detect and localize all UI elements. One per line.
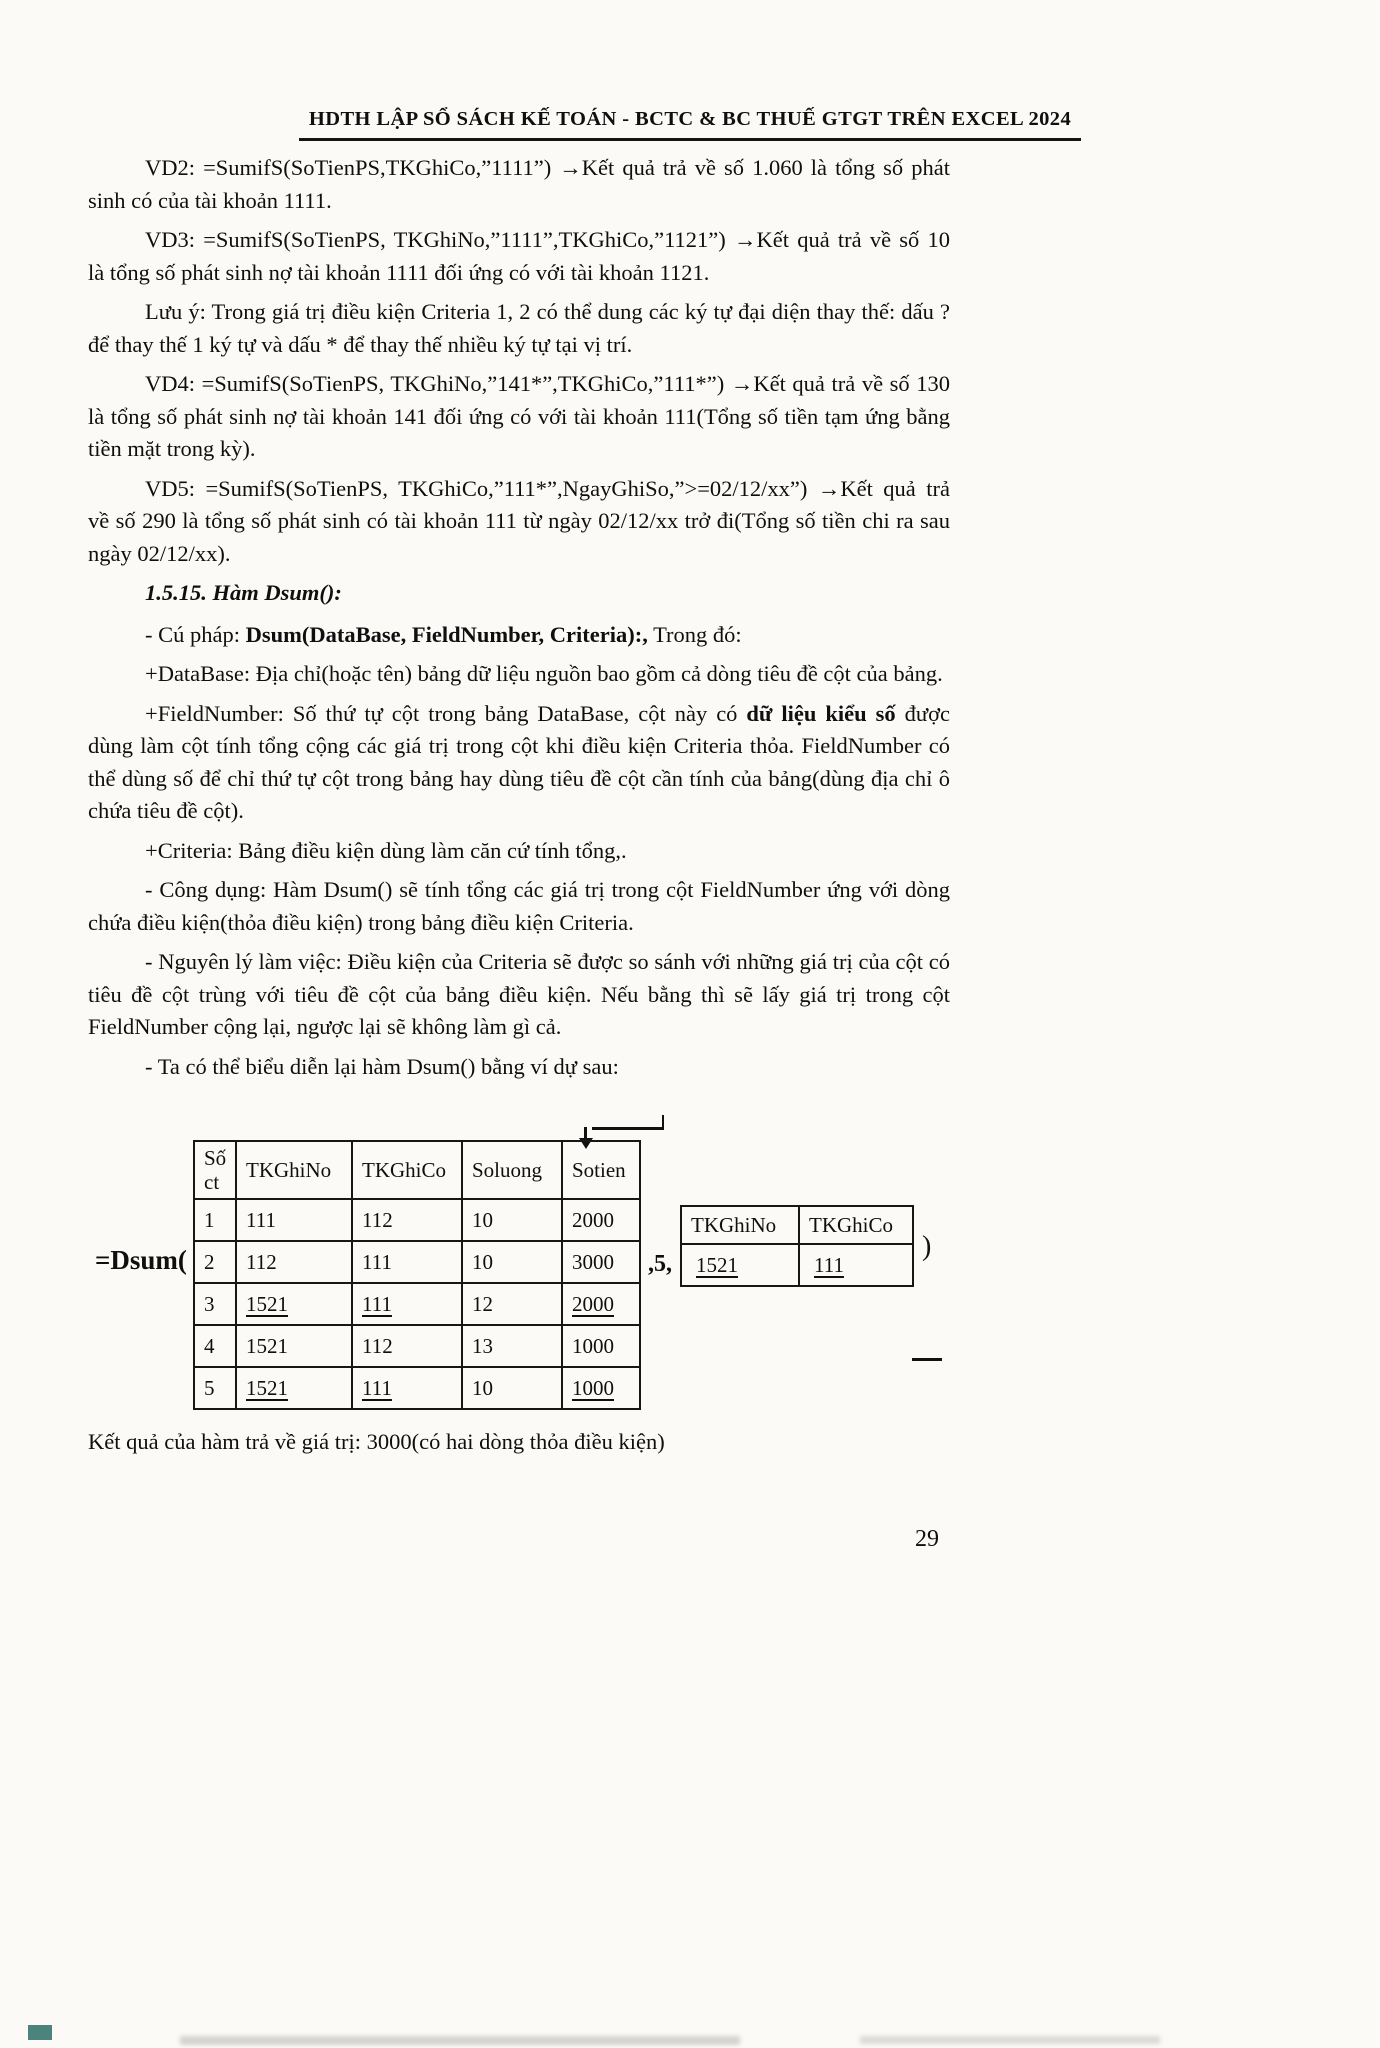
paragraph-vd5 <box>88 473 950 571</box>
text-run: VD4: =SumifS(SoTienPS, TKGhiNo,”141*”,TKGhiCo,”111*”) <box>145 371 731 396</box>
cell: 112 <box>352 1199 462 1241</box>
cell-underlined: 1521 <box>236 1367 352 1409</box>
table-header-row <box>194 1141 640 1199</box>
arrow-glyph: → <box>730 371 754 396</box>
section-heading-dsum: 1.5.15. Hàm Dsum(): <box>145 580 342 605</box>
cell: 4 <box>194 1325 236 1367</box>
cell: 111 <box>236 1199 352 1241</box>
text-run: Kết quả trả về số 10 là tổng số phát sinh nợ tài khoản 1111 đối ứng có với tài khoản 1121. <box>88 227 950 285</box>
criteria-value-row <box>681 1244 913 1286</box>
body-text <box>88 152 950 1090</box>
paragraph-nguyen-ly <box>88 946 950 1044</box>
dsum-example-figure <box>0 1115 1380 1427</box>
text-run: VD5: =SumifS(SoTienPS, TKGhiCo,”111*”,NgayGhiSo,”>=02/12/xx”) <box>145 475 818 501</box>
criteria-col-header-tkghico: TKGhiCo <box>799 1206 913 1244</box>
cell-underlined: 111 <box>352 1283 462 1325</box>
text-run: - Cú pháp: <box>145 621 246 647</box>
table-row <box>194 1325 640 1367</box>
cell: 12 <box>462 1283 562 1325</box>
paragraph-bieu-dien <box>88 1051 950 1084</box>
table-row-matching <box>194 1283 640 1325</box>
text-run-bold: dữ liệu kiểu số <box>746 700 896 726</box>
cell-underlined: 111 <box>799 1244 913 1286</box>
formula-fieldnumber-arg: ,5, <box>648 1251 672 1277</box>
cell-underlined: 1000 <box>562 1367 640 1409</box>
cell-underlined: 2000 <box>562 1283 640 1325</box>
text-run: +FieldNumber: Số thứ tự cột trong bảng DataBase, cột này có <box>145 700 747 726</box>
cell: 5 <box>194 1367 236 1409</box>
cell: 2 <box>194 1241 236 1283</box>
table-row <box>194 1241 640 1283</box>
paragraph-database <box>88 658 950 691</box>
dsum-criteria-table <box>680 1205 914 1287</box>
text-run: Kết quả trả về số 290 là tổng số phát sinh có tài khoản 111 từ ngày 02/12/xx trở đi(Tổng số tiền chi ra sau ngày 02/12/xx). <box>88 475 950 566</box>
arrow-glyph: → <box>734 227 757 252</box>
col-header-soluong: Soluong <box>462 1141 562 1199</box>
col-header-sotien: Sotien <box>562 1141 640 1199</box>
paragraph-cong-dung <box>88 874 950 939</box>
text-run: được dùng làm cột tính tổng cộng các giá trị trong cột khi điều kiện Criteria thỏa. FieldNumber có thể dùng số để chỉ thứ tự cột trong bảng hay dùng tiêu đề cột cần tính của bảng(dùng địa chỉ ô chứa tiêu đề cột). <box>88 700 950 823</box>
cell: 1000 <box>562 1325 640 1367</box>
text-run: +DataBase: Địa chỉ(hoặc tên) bảng dữ liệu nguồn bao gồm cả dòng tiêu đề cột của bảng. <box>145 661 943 686</box>
text-run-bold: Dsum(DataBase, FieldNumber, Criteria):, <box>245 621 648 647</box>
table-row <box>194 1199 640 1241</box>
text-run: +Criteria: Bảng điều kiện dùng làm căn cứ tính tổng,. <box>145 837 627 863</box>
col-header-tkghico: TKGhiCo <box>352 1141 462 1199</box>
dsum-database-table <box>193 1140 641 1410</box>
text-run: VD2: =SumifS(SoTienPS,TKGhiCo,”1111”) <box>145 155 560 180</box>
scan-artifact-teal <box>28 2025 52 2040</box>
criteria-col-header-tkghino: TKGhiNo <box>681 1206 799 1244</box>
cell-underlined: 111 <box>352 1367 462 1409</box>
cell: 10 <box>462 1199 562 1241</box>
page-number: 29 <box>915 1526 939 1552</box>
scan-artifact-smudge <box>180 2036 740 2045</box>
page-header-title: HDTH LẬP SỔ SÁCH KẾ TOÁN - BCTC & BC THUẾ GTGT TRÊN EXCEL 2024 <box>299 108 1081 141</box>
text-run: Lưu ý: Trong giá trị điều kiện Criteria 1, 2 có thể dung các ký tự đại diện thay thế: dấu ? để thay thế 1 ký tự và dấu * để thay thế nhiều ký tự tại vị trí. <box>88 299 950 357</box>
cell: 3 <box>194 1283 236 1325</box>
formula-prefix: =Dsum( <box>95 1245 187 1275</box>
cell: 111 <box>352 1241 462 1283</box>
cell-underlined: 1521 <box>681 1244 799 1286</box>
paragraph-criteria <box>88 835 950 868</box>
connector-line-horizontal <box>592 1127 664 1130</box>
arrow-glyph: → <box>559 155 582 180</box>
paragraph-vd2 <box>88 152 950 217</box>
paragraph-cu-phap <box>88 619 950 652</box>
col-header-so-ct: Số ct <box>194 1141 236 1199</box>
col-header-tkghino: TKGhiNo <box>236 1141 352 1199</box>
text-run: - Nguyên lý làm việc: Điều kiện của Criteria sẽ được so sánh với những giá trị của cột có tiêu đề cột trùng với tiêu đề cột của bảng điều kiện. Nếu bằng thì sẽ lấy giá trị trong cột FieldNumber cộng lại, ngược lại sẽ không làm gì cả. <box>88 949 950 1039</box>
paragraph-luu-y <box>88 296 950 361</box>
text-run: Kết quả trả về số 130 là tổng số phát sinh nợ tài khoản 141 đối ứng có với tài khoản 111(Tổng số tiền tạm ứng bằng tiền mặt trong kỳ). <box>88 371 950 461</box>
paragraph-vd4 <box>88 368 950 466</box>
arrow-glyph: → <box>817 475 841 501</box>
text-run: - Ta có thể biểu diễn lại hàm Dsum() bằng ví dự sau: <box>145 1053 619 1079</box>
margin-dash-mark <box>912 1358 942 1361</box>
connector-line-vertical <box>662 1115 665 1129</box>
scan-artifact-smudge <box>860 2036 1160 2044</box>
formula-closing-paren: ) <box>922 1231 932 1262</box>
text-run: - Công dụng: Hàm Dsum() sẽ tính tổng các giá trị trong cột FieldNumber ứng với dòng chứa điều kiện(thỏa điều kiện) trong bảng điều kiện Criteria. <box>88 877 950 935</box>
cell: 3000 <box>562 1241 640 1283</box>
cell: 112 <box>352 1325 462 1367</box>
criteria-header-row <box>681 1206 913 1244</box>
paragraph-vd3 <box>88 224 950 289</box>
cell: 13 <box>462 1325 562 1367</box>
text-run: VD3: =SumifS(SoTienPS, TKGhiNo,”1111”,TKGhiCo,”1121”) <box>145 227 734 252</box>
page-header <box>0 108 1380 141</box>
result-text: Kết quả của hàm trả về giá trị: 3000(có hai dòng thỏa điều kiện) <box>88 1428 665 1454</box>
table-row-matching <box>194 1367 640 1409</box>
paragraph-fieldnumber <box>88 698 950 828</box>
text-run: Trong đó: <box>647 621 742 647</box>
cell: 1521 <box>236 1325 352 1367</box>
cell: 2000 <box>562 1199 640 1241</box>
text-run: Kết quả trả về số 1.060 là tổng số phát sinh có của tài khoản 1111. <box>88 155 950 213</box>
cell: 112 <box>236 1241 352 1283</box>
cell: 10 <box>462 1367 562 1409</box>
cell: 10 <box>462 1241 562 1283</box>
cell: 1 <box>194 1199 236 1241</box>
cell-underlined: 1521 <box>236 1283 352 1325</box>
